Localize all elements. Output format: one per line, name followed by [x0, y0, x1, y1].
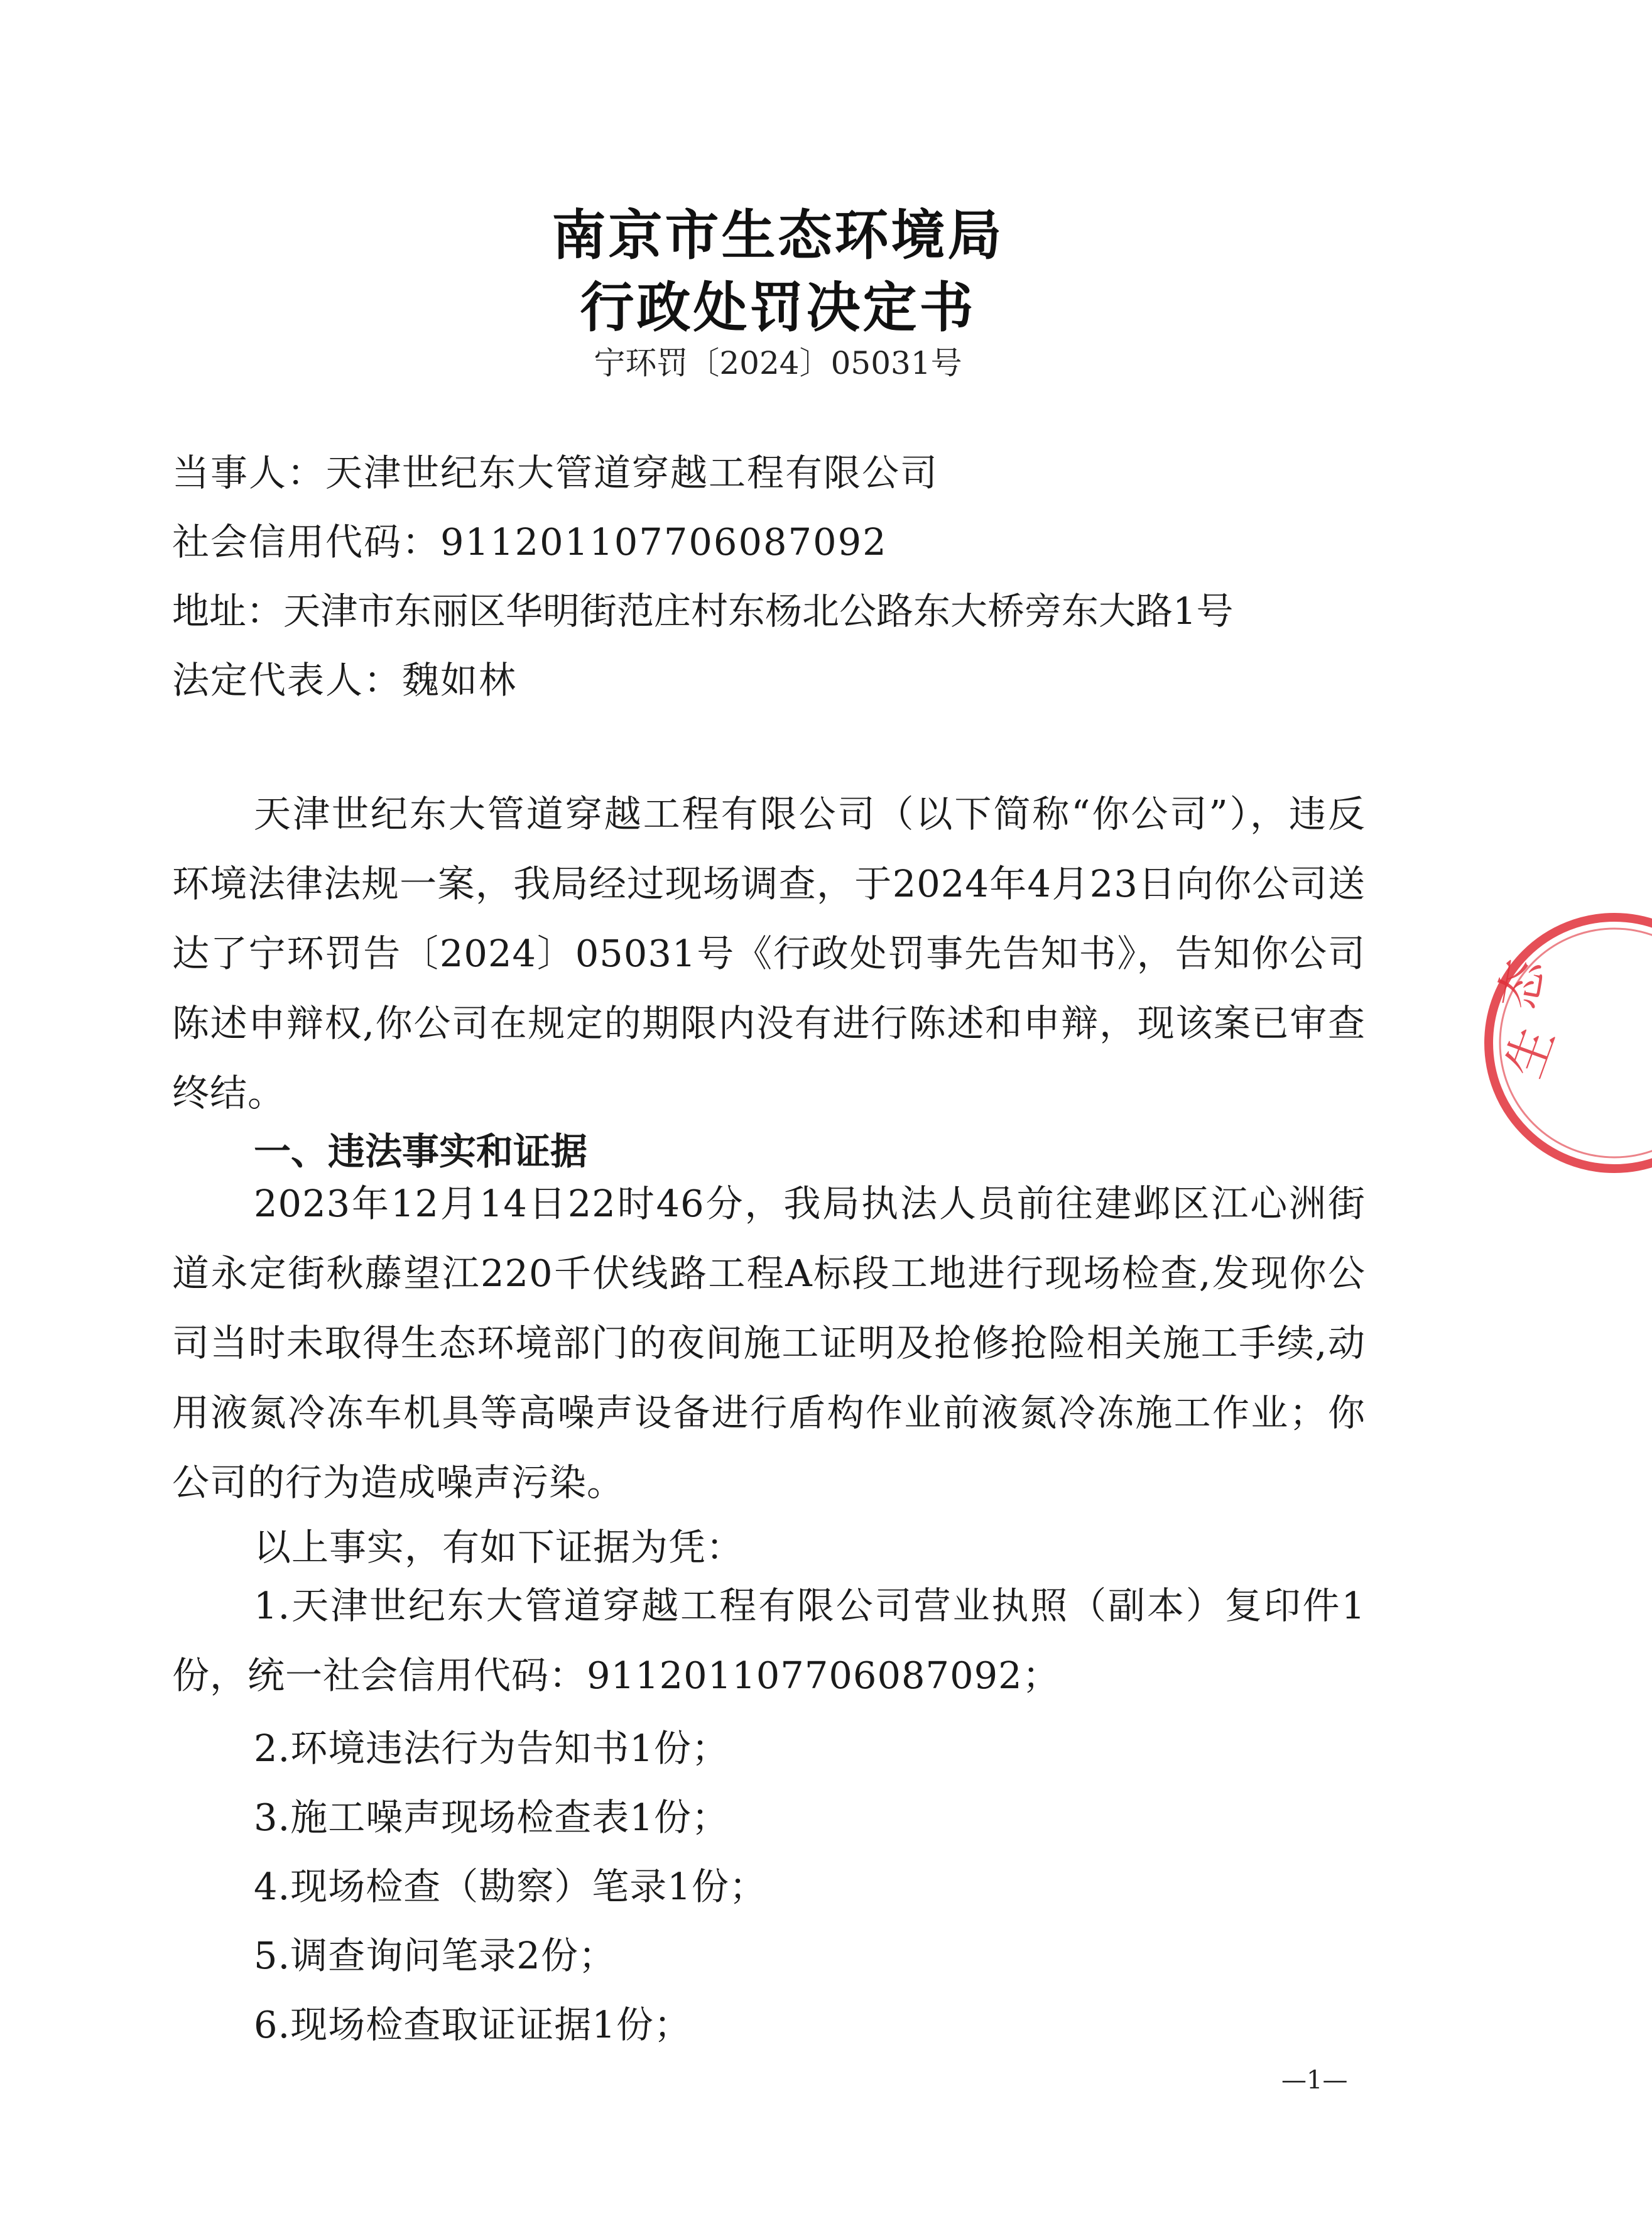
- violation-facts-paragraph: 2023年12月14日22时46分，我局执法人员前往建邺区江心洲街道永定街秋藤望江220千伏线路工程A标段工地进行现场检查,发现你公司当时未取得生态环境部门的夜间施工证明及抢修抢险相关施工手续,动用液氮冷冻车机具等高噪声设备进行盾构作业前液氮冷冻施工作业；你公司的行为造成噪声污染。: [172, 1182, 1366, 1504]
- party-name: 当事人：天津世纪东大管道穿越工程有限公司: [172, 451, 939, 494]
- issuing-authority-title: 南京市生态环境局: [552, 204, 1004, 267]
- evidence-intro: 以上事实，有如下证据为凭：: [254, 1525, 744, 1569]
- intro-paragraph: 天津世纪东大管道穿越工程有限公司（以下简称“你公司”），违反环境法律法规一案，我局经过现场调查，于2024年4月23日向你公司送达了宁环罚告〔2024〕05031号《行政处罚事先告知书》，告知你公司陈述申辩权,你公司在规定的期限内没有进行陈述和申辩，现该案已审查终结。: [172, 792, 1366, 1115]
- party-legal-representative: 法定代表人：魏如林: [172, 658, 518, 702]
- section-heading-violation-facts: 一、违法事实和证据: [254, 1130, 588, 1173]
- evidence-item: 5.调查询问笔录2份；: [254, 1934, 616, 1977]
- evidence-item: 1.天津世纪东大管道穿越工程有限公司营业执照（副本）复印件1份，统一社会信用代码：911201107706087092；: [172, 1584, 1366, 1697]
- evidence-item: 4.现场检查（勘察）笔录1份；: [254, 1865, 767, 1908]
- svg-text:态: 态: [1490, 955, 1555, 1014]
- svg-text:生: 生: [1496, 1019, 1566, 1085]
- page-number: —1—: [1281, 2066, 1348, 2095]
- official-seal-stamp: [1464, 905, 1652, 1181]
- evidence-item: 3.施工噪声现场检查表1份；: [254, 1796, 729, 1839]
- party-credit-code: 社会信用代码：911201107706087092: [172, 520, 888, 564]
- document-type-title: 行政处罚决定书: [580, 276, 976, 339]
- document-number: 宁环罚〔2024〕05031号: [594, 345, 962, 381]
- party-address: 地址：天津市东丽区华明街范庄村东杨北公路东大桥旁东大路1号: [172, 589, 1234, 633]
- evidence-item: 2.环境违法行为告知书1份；: [254, 1727, 729, 1770]
- evidence-item: 6.现场检查取证证据1份；: [254, 2003, 692, 2046]
